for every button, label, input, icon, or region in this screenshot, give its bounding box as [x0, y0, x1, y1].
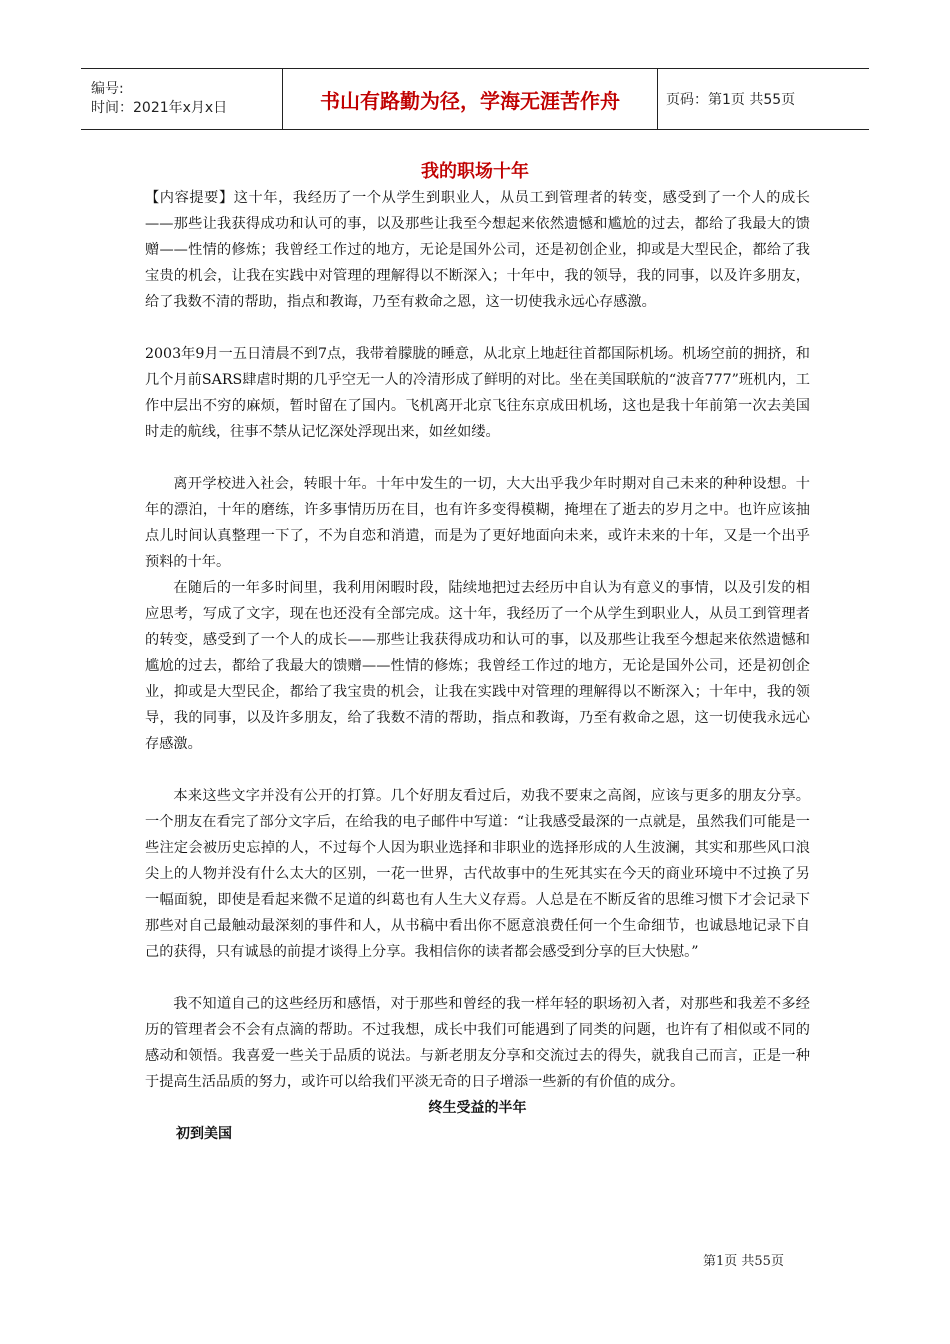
- paragraph-gap: [145, 757, 810, 783]
- page-footer: 第1页 共55页: [703, 1254, 784, 1269]
- header-motto: 书山有路勤为径，学海无涯苦作舟: [320, 88, 620, 113]
- header-motto-cell: [282, 69, 658, 129]
- paragraph-gap: [145, 315, 810, 341]
- header-page-cell: [658, 69, 869, 129]
- paragraph-departure: 2003年9月一五日清晨不到7点，我带着朦胧的睡意，从北京上地赶往首都国际机场。机场空前的拥挤，和几个月前SARS肆虐时期的几乎空无一人的冷清形成了鲜明的对比。坐在美国联航的“波音777”班机内，工作中层出不穷的麻烦，暂时留在了国内。飞机离开北京飞往东京成田机场，这也是我十年前第一次去美国时走的航线，往事不禁从记忆深处浮现出来，如丝如缕。: [145, 346, 810, 440]
- subsection-title: 初到美国: [176, 1126, 232, 1142]
- document-title: 我的职场十年: [421, 161, 529, 182]
- page-header: [81, 68, 869, 130]
- paragraph-sharing: 本来这些文字并没有公开的打算。几个好朋友看过后，劝我不要束之高阁，应该与更多的朋友分享。一个朋友在看完了部分文字后，在给我的电子邮件中写道：“让我感受最深的一点就是，虽然我们可能是一些注定会被历史忘掉的人，不过每个人因为职业选择和非职业的选择形成的人生波澜，其实和那些风口浪尖上的人物并没有什么太大的区别，一花一世界，古代故事中的生死其实在今天的商业环境中不过换了另一幅面貌，即使是看起来微不足道的纠葛也有人生大义存焉。人总是在不断反省的思维习惯下才会记录下那些对自己最触动最深刻的事件和人，从书稿中看出你不愿意浪费任何一个生命细节，也诚恳地记录下自己的获得，只有诚恳的前提才谈得上分享。我相信你的读者都会感受到分享的巨大快慰。”: [145, 788, 810, 960]
- header-meta: [81, 69, 282, 129]
- paragraph-readers: 我不知道自己的这些经历和感悟，对于那些和曾经的我一样年轻的职场初入者，对那些和我差不多经历的管理者会不会有点滴的帮助。不过我想，成长中我们可能遇到了同类的问题，也许有了相似或不同的感动和领悟。我喜爱一些关于品质的说法。与新老朋友分享和交流过去的得失，就我自己而言，正是一种于提高生活品质的努力，或许可以给我们平淡无奇的日子增添一些新的有价值的成分。: [145, 996, 810, 1090]
- document-body: [145, 185, 810, 1147]
- section-title: 终生受益的半年: [428, 1100, 527, 1116]
- summary-paragraph: 【内容提要】这十年，我经历了一个从学生到职业人，从员工到管理者的转变，感受到了一个人的成长——那些让我获得成功和认可的事，以及那些让我至今想起来依然遗憾和尴尬的过去，都给了我最大的馈赠——性情的修炼；我曾经工作过的地方，无论是国外公司，还是初创企业，抑或是大型民企，都给了我宝贵的机会，让我在实践中对管理的理解得以不断深入；十年中，我的领导，我的同事，以及许多朋友，给了我数不清的帮助，指点和教诲，乃至有救命之恩，这一切使我永远心存感激。: [145, 190, 810, 310]
- header-page-label: 页码：第1页 共55页: [666, 92, 796, 108]
- doc-number-label: 编号:: [91, 81, 124, 97]
- paragraph-writing: 在随后的一年多时间里，我利用闲暇时段，陆续地把过去经历中自认为有意义的事情，以及引发的相应思考，写成了文字，现在也还没有全部完成。这十年，我经历了一个从学生到职业人，从员工到管理者的转变，感受到了一个人的成长——那些让我获得成功和认可的事，以及那些让我至今想起来依然遗憾和尴尬的过去，都给了我最大的馈赠——性情的修炼；我曾经工作过的地方，无论是国外公司，还是初创企业，抑或是大型民企，都给了我宝贵的机会，让我在实践中对管理的理解得以不断深入；十年中，我的领导，我的同事，以及许多朋友，给了我数不清的帮助，指点和教诲，乃至有救命之恩，这一切使我永远心存感激。: [145, 580, 810, 752]
- paragraph-ten-years: 离开学校进入社会，转眼十年。十年中发生的一切，大大出乎我少年时期对自己未来的种种设想。十年的漂泊，十年的磨练，许多事情历历在目，也有许多变得模糊，掩埋在了逝去的岁月之中。也许应该抽点儿时间认真整理一下了，不为自恋和消遣，而是为了更好地面向未来，或许未来的十年，又是一个出乎预料的十年。: [145, 476, 810, 570]
- doc-time-label: 时间：2021年x月x日: [91, 100, 228, 116]
- paragraph-gap: [145, 965, 810, 991]
- paragraph-gap: [145, 445, 810, 471]
